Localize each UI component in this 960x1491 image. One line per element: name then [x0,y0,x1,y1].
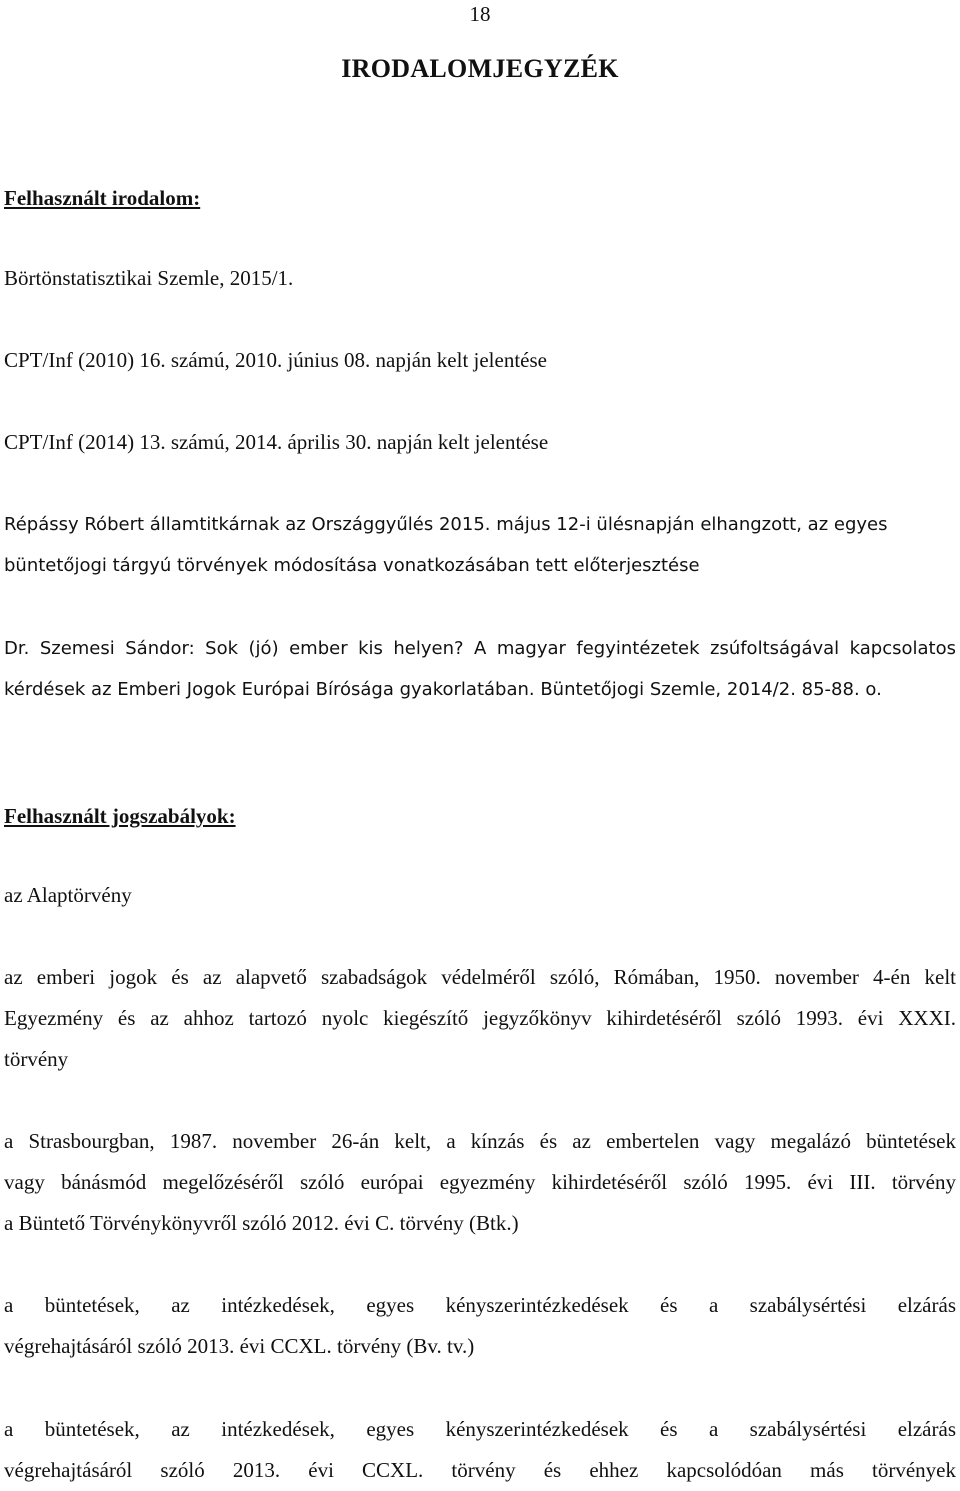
literature-entry: CPT/Inf (2010) 16. számú, 2010. június 08. napján kelt jelentése [4,348,547,372]
legislation-entry: a büntetések, az intézkedések, egyes kényszerintézkedések és a szabálysértési elzárás végrehajtásáról szóló 2013. évi CCXL. törvény és ehhez kapcsolódóan más törvények [4,1417,956,1482]
section-heading-literature: Felhasznált irodalom: [4,186,201,210]
literature-entry: Dr. Szemesi Sándor: Sok (jó) ember kis helyen? A magyar fegyintézetek zsúfoltságával kapcsolatos kérdések az Emberi Jogok Európai Bírósága gyakorlatában. Büntetőjogi Szemle, 2014/2. 85-88. o. [4,638,956,700]
section-heading-legislation: Felhasznált jogszabályok: [4,804,236,828]
literature-entry: Börtönstatisztikai Szemle, 2015/1. [4,266,294,290]
legislation-entry: az Alaptörvény [4,883,132,907]
page-number: 18 [469,2,491,26]
legislation-entry: a büntetések, az intézkedések, egyes kényszerintézkedések és a szabálysértési elzárás végrehajtásáról szóló 2013. évi CCXL. törvény (Bv. tv.) [4,1293,956,1358]
literature-entry: Répássy Róbert államtitkárnak az Országgyűlés 2015. május 12-i ülésnapján elhangzott, az egyes büntetőjogi tárgyú törvények módosítása vonatkozásában tett előterjesztése [4,514,888,576]
document-title: IRODALOMJEGYZÉK [341,54,619,83]
legislation-entry: az emberi jogok és az alapvető szabadságok védelméről szóló, Rómában, 1950. november 4-én kelt Egyezmény és az ahhoz tartozó nyolc kiegészítő jegyzőkönyv kihirdetéséről szóló 1993. évi XXXI. törvény [4,965,956,1071]
legislation-entry: a Strasbourgban, 1987. november 26-án kelt, a kínzás és az embertelen vagy megalázó büntetések vagy bánásmód megelőzéséről szóló európai egyezmény kihirdetéséről szóló 1995. évi III. törvény a Büntető Törvénykönyvről szóló 2012. évi C. törvény (Btk.) [4,1129,956,1235]
literature-entry: CPT/Inf (2014) 13. számú, 2014. április 30. napján kelt jelentése [4,430,549,454]
